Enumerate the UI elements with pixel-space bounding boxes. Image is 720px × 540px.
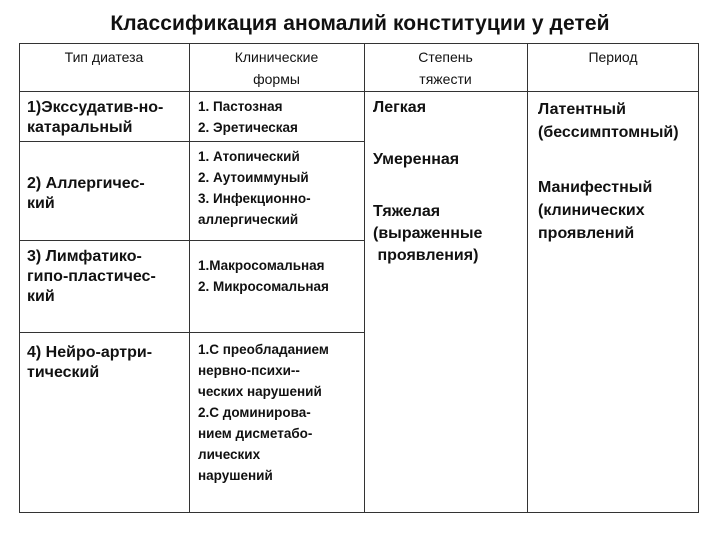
forms-neuro-arthritic: 1.С преобладанием нервно-психи-- ческих нарушений 2.С доминирова- нием дисметабо- лических нарушений [198, 342, 329, 483]
row-divider [19, 141, 364, 142]
forms-lymphatic: 1.Макросомальная 2. Микросомальная [198, 258, 329, 294]
column-divider [189, 43, 190, 513]
column-divider [364, 43, 365, 513]
header-severity: Степень тяжести [418, 49, 473, 87]
severity-moderate: Умеренная [373, 151, 460, 168]
type-lymphatic: 3) Лимфатико- гипо-пластичес- кий [27, 248, 156, 305]
page-title: Классификация аномалий конституции у детей [110, 12, 610, 35]
period-latent: Латентный (бессимптомный) [538, 101, 679, 141]
header-divider [19, 91, 699, 92]
type-exudative: 1)Экссудатив-но- катаральный [27, 99, 164, 136]
row-divider [19, 332, 364, 333]
forms-allergic: 1. Атопический 2. Аутоиммуный 3. Инфекционно- аллергический [198, 149, 311, 227]
column-divider [527, 43, 528, 513]
severity-severe: Тяжелая (выраженные проявления) [373, 203, 483, 264]
header-period: Период [588, 49, 638, 65]
type-allergic: 2) Аллергичес- кий [27, 175, 145, 212]
header-forms: Клинические формы [234, 49, 319, 87]
row-divider [19, 240, 364, 241]
severity-mild: Легкая [373, 99, 427, 116]
period-manifest: Манифестный (клинических проявлений [538, 179, 653, 242]
forms-exudative: 1. Пастозная 2. Эретическая [198, 99, 298, 135]
header-type: Тип диатеза [64, 49, 144, 65]
type-neuro-arthritic: 4) Нейро-артри- тический [27, 344, 153, 381]
